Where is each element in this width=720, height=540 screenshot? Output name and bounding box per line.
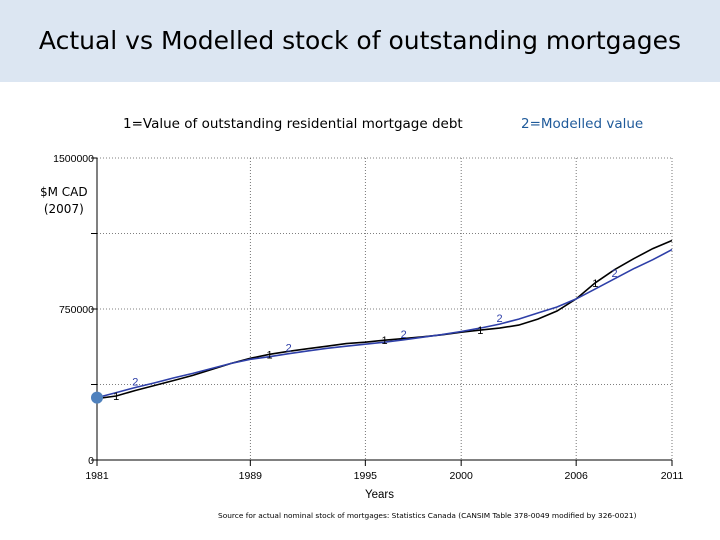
y-tick-label: 1500000	[53, 153, 94, 165]
x-tick-label: 1989	[238, 470, 263, 482]
legend-series-1: 1=Value of outstanding residential mortgage debt	[123, 116, 463, 132]
y-axis-label-line1: $M CAD	[40, 185, 88, 199]
series-label-2: 2	[496, 313, 503, 326]
series-label-2: 2	[611, 267, 618, 280]
series-label-1: 1	[381, 335, 388, 348]
y-tick-label: 750000	[58, 304, 94, 316]
series-label-1: 1	[266, 349, 273, 362]
slide-title: Actual vs Modelled stock of outstanding mortgages	[38, 26, 682, 55]
source-note: Source for actual nominal stock of mortgages: Statistics Canada (CANSIM Table 378-0049 modified by 326-0021)	[218, 511, 637, 520]
series-label-1: 1	[113, 390, 120, 403]
series-label-2: 2	[285, 342, 292, 355]
highlight-point	[91, 392, 103, 404]
legend-series-2: 2=Modelled value	[521, 116, 644, 132]
y-tick-label: 0	[88, 455, 94, 467]
series-label-1: 1	[592, 277, 599, 290]
x-tick-label: 2000	[449, 470, 473, 482]
series-line-2	[97, 250, 672, 398]
series-label-2: 2	[132, 376, 139, 389]
series-label-1: 1	[477, 325, 484, 338]
x-tick-label: 2006	[564, 470, 588, 482]
y-axis-label-line2: (2007)	[43, 202, 84, 216]
x-axis-title: Years	[365, 489, 394, 501]
x-tick-label: 2011	[660, 470, 684, 482]
x-tick-label: 1981	[85, 470, 109, 482]
x-tick-label: 1995	[353, 470, 378, 482]
series-label-2: 2	[400, 328, 407, 341]
